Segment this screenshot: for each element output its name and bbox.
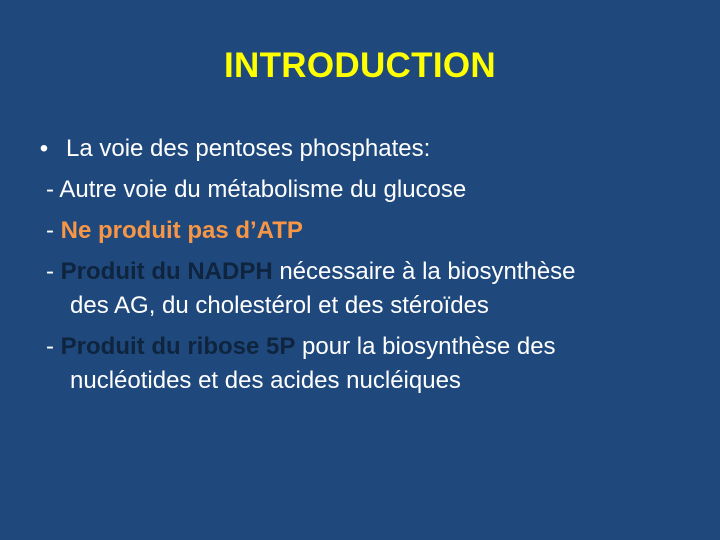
item-emphasis: Ne produit pas d’ATP [60, 217, 303, 244]
slide-title: INTRODUCTION [224, 46, 496, 85]
dash-marker: - [46, 176, 54, 203]
list-item [40, 330, 700, 364]
item-emphasis: Produit du NADPH [60, 258, 273, 285]
bullet-text: La voie des pentoses phosphates: [66, 135, 431, 162]
dash-marker: - [46, 333, 54, 360]
dash-marker: - [46, 217, 54, 244]
list-item [40, 214, 700, 248]
bullet-icon: • [39, 135, 49, 162]
item-text: nécessaire à la biosynthèse [279, 258, 576, 285]
dash-marker: - [46, 258, 54, 285]
list-item-continuation: des AG, du cholestérol et des stéroïdes [70, 292, 489, 319]
list-item-continuation: nucléotides et des acides nucléiques [70, 367, 461, 394]
bullet-line [40, 132, 700, 166]
list-item [40, 173, 700, 207]
list-item [40, 255, 700, 289]
item-text: Autre voie du métabolisme du glucose [59, 176, 467, 203]
slide-body [40, 132, 700, 405]
item-emphasis: Produit du ribose 5P [60, 333, 296, 360]
item-text: pour la biosynthèse des [302, 333, 556, 360]
